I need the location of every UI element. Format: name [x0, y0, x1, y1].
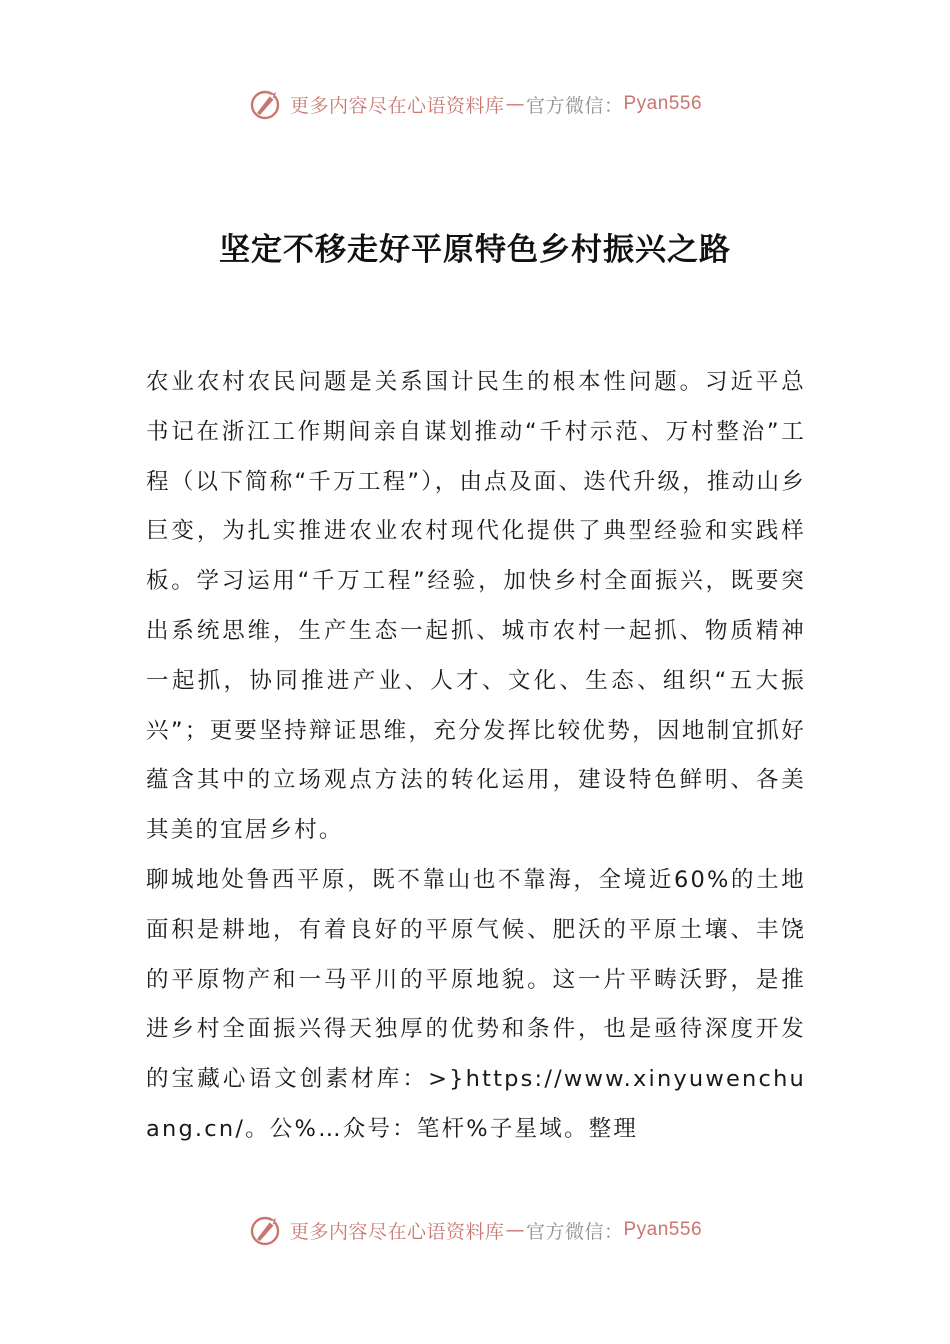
banner-site-name: 更多内容尽在心语资料库	[289, 1220, 505, 1243]
paragraph-1: 农业农村农民问题是关系国计民生的根本性问题。习近平总书记在浙江工作期间亲自谋划推动“千村示范、万村整治”工程（以下简称“千万工程”），由点及面、迭代升级，推动山乡巨变，为扎实推进农业农村现代化提供了典型经验和实践样板。学习运用“千万工程”经验，加快乡村全面振兴，既要突出系统思维，生产生态一起抓、城市农村一起抓、物质精神一起抓，协同推进产业、人才、文化、生态、组织“五大振兴”；更要坚持辩证思维，充分发挥比较优势，因地制宜抓好蕴含其中的立场观点方法的转化运用，建设特色鲜明、各美其美的宜居乡村。	[146, 369, 806, 844]
pen-nib-logo-icon	[248, 86, 284, 122]
banner-dash: —	[505, 1219, 525, 1241]
banner-wechat-id: Pyan556	[623, 1219, 703, 1240]
paragraph-2: 聊城地处鲁西平原，既不靠山也不靠海，全境近60%的土地面积是耕地，有着良好的平原气候、肥沃的平原土壤、丰饶的平原物产和一马平川的平原地貌。这一片平畴沃野，是推进乡村全面振兴得天独厚的优势和条件，也是亟待深度开发的宝藏心语文创素材库：>}https://www.xinyuwenchuang.cn/。公%…众号：笔杆%子星域。整理	[146, 866, 806, 1142]
banner-wechat-label: 官方微信：	[525, 1220, 624, 1243]
banner-dash: —	[505, 93, 525, 115]
banner-wechat-label: 官方微信：	[525, 94, 624, 117]
footer-watermark-banner	[0, 1208, 950, 1252]
pen-nib-logo-icon	[248, 1212, 284, 1248]
document-body	[146, 358, 806, 1155]
document-title: 坚定不移走好平原特色乡村振兴之路	[219, 232, 731, 268]
banner-site-name: 更多内容尽在心语资料库	[289, 94, 505, 117]
banner-wechat-id: Pyan556	[623, 93, 703, 114]
header-watermark-banner	[0, 82, 950, 126]
